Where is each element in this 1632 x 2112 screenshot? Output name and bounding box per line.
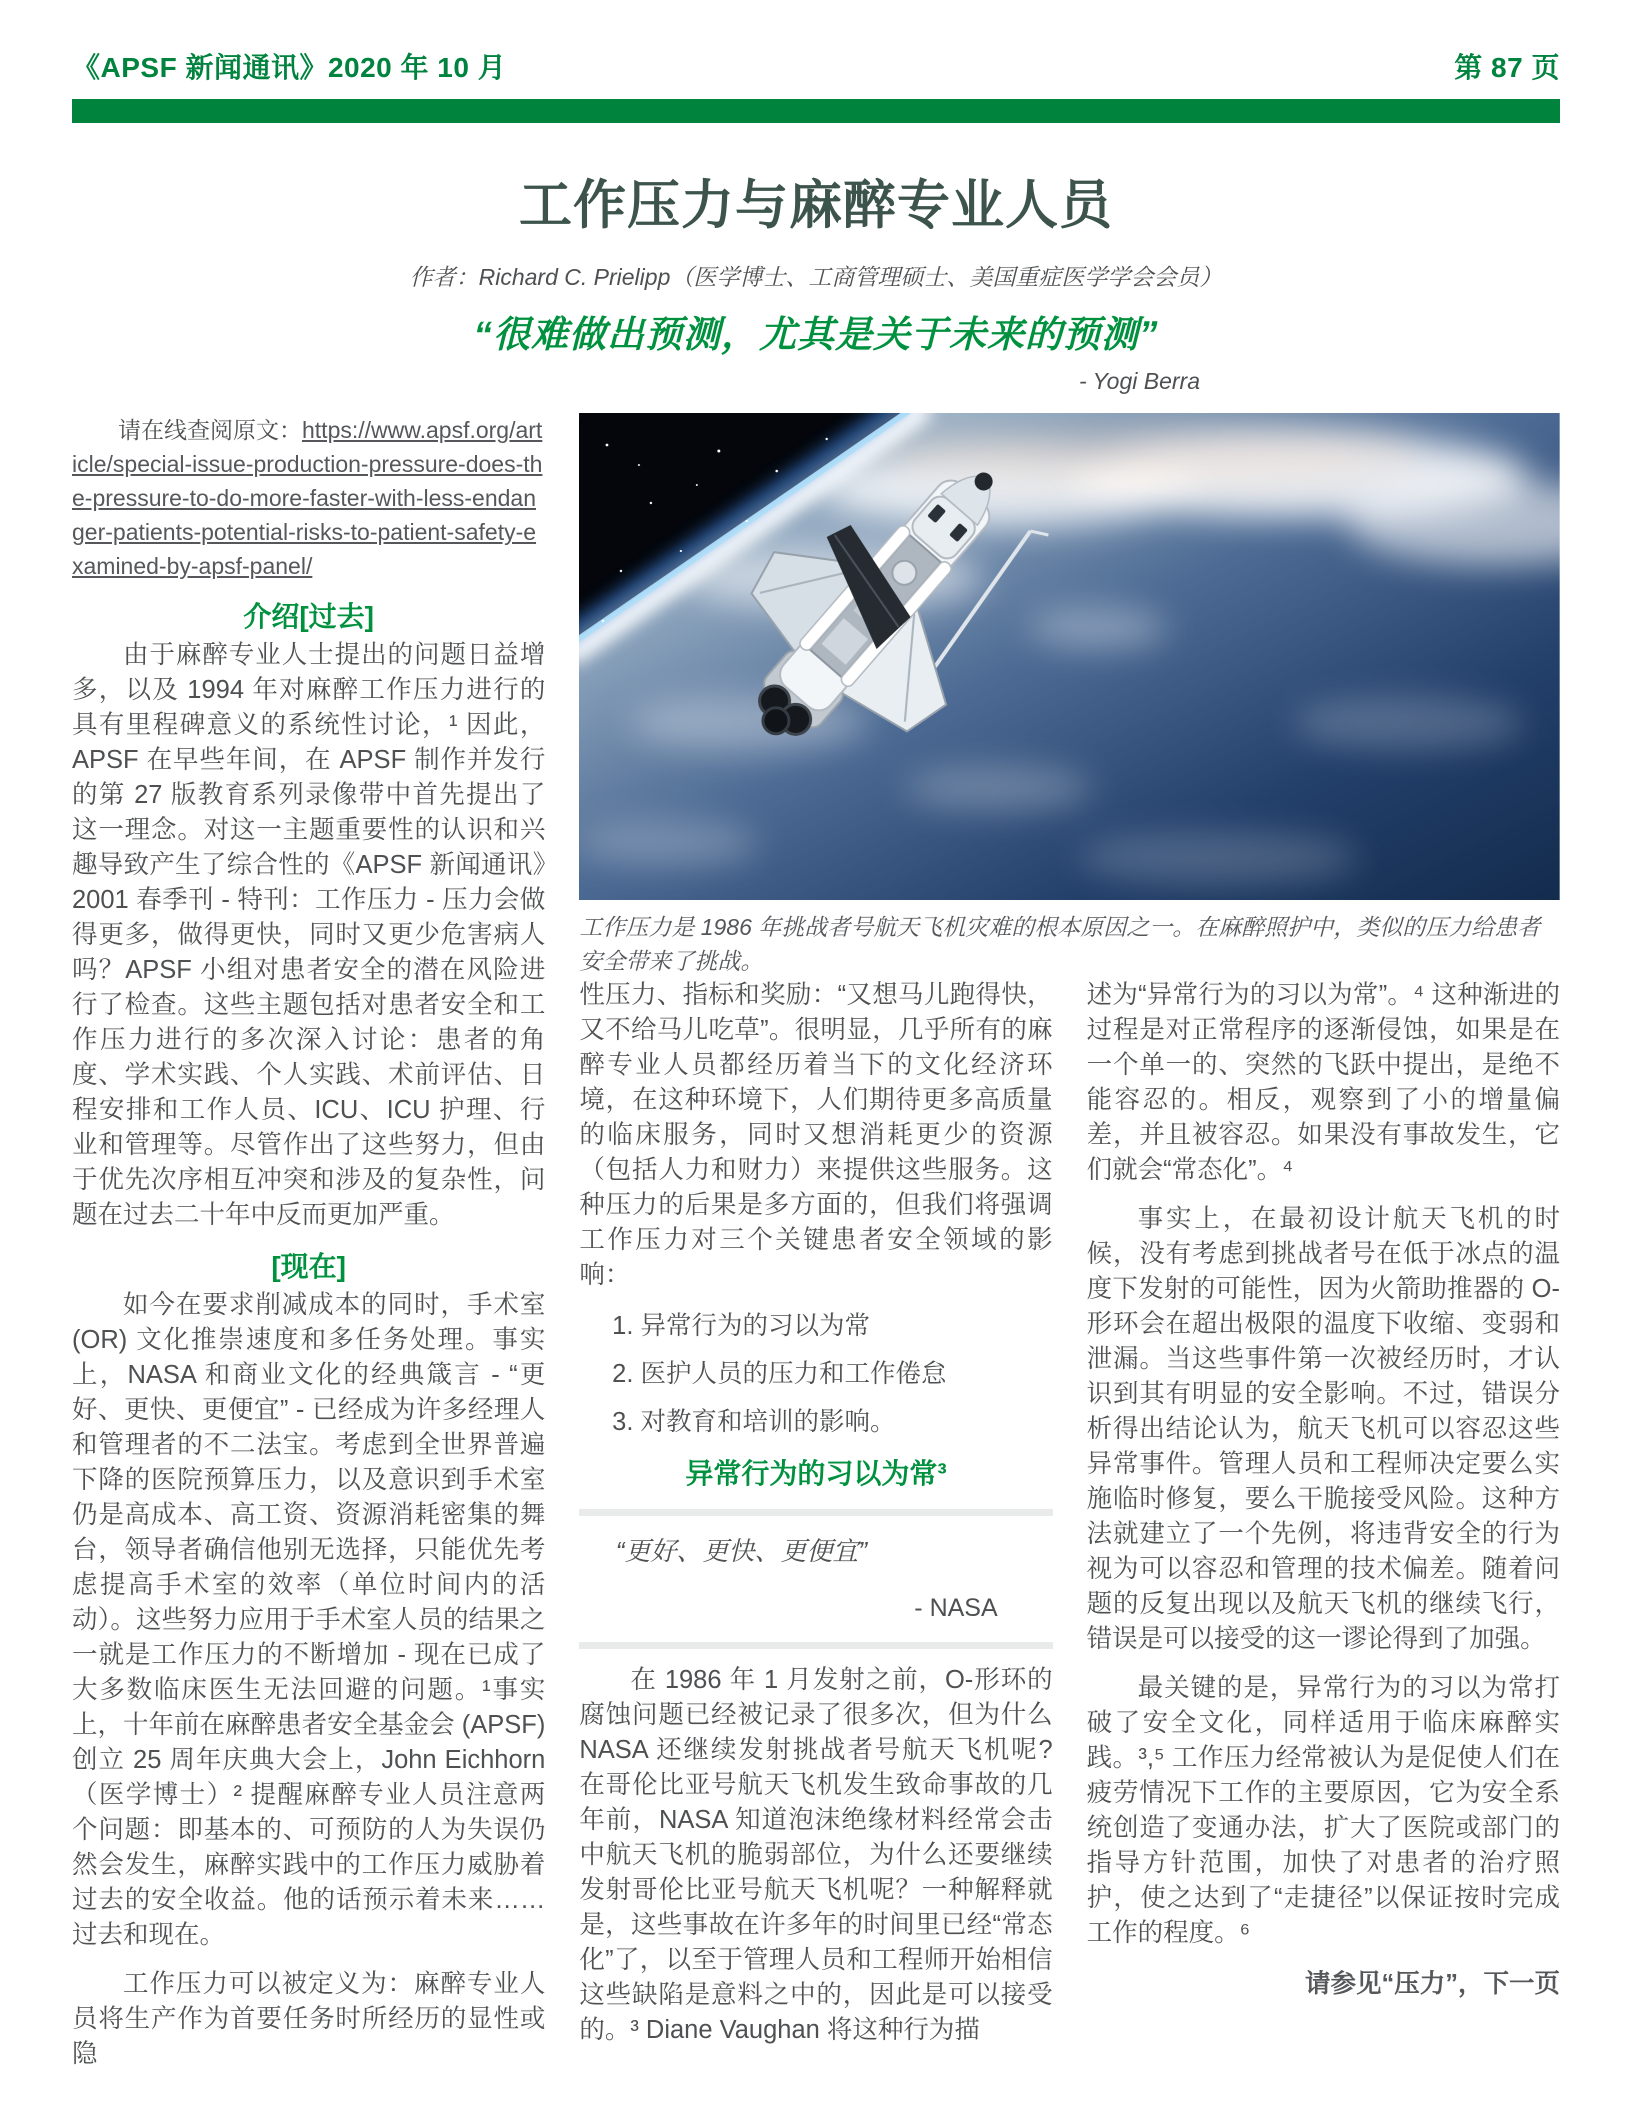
list-item: 1. 异常行为的习以为常 <box>641 1309 1053 1344</box>
section-heading-normalization: 异常行为的习以为常³ <box>685 1458 947 1489</box>
section-heading-intro-past: 介绍[过去] <box>243 601 374 632</box>
paragraph: 述为“异常行为的习以为常”。⁴ 这种渐进的过程是对正常程序的逐渐侵蚀，如果是在一个单一的、突然的飞跃中提出，是绝不能容忍的。相反，观察到了小的增量偏差，并且被容忍。如果没有事故发生，它们就会“常态化”。⁴ <box>1086 981 1560 1184</box>
newsletter-issue-label: 《APSF 新闻通讯》2020 年 10 月 <box>72 52 507 83</box>
paragraph: 性压力、指标和奖励：“又想马儿跑得快，又不给马儿吃草”。很明显，几乎所有的麻醉专业人员都经历着当下的文化经济环境，在这种环境下，人们期待更多高质量的临床服务，同时又想消耗更少的资源（包括人力和财力）来提供这些服务。这种压力的后果是多方面的，但我们将强调工作压力对三个关键患者安全领域的影响： <box>579 981 1053 1289</box>
space-shuttle-image <box>579 413 1560 900</box>
paragraph: 在 1986 年 1 月发射之前，O-形环的腐蚀问题已经被记录了很多次，但为什么 NASA 还继续发射挑战者号航天飞机呢? 在哥伦比亚号航天飞机发生致命事故的几年前，NASA 知道泡沫绝缘材料经常会击中航天飞机的脆弱部位，为什么还要继续发射哥伦比亚号航天飞机呢？一种解释就是，这些事故在许多年的时间里已经“常态化”了，以至于管理人员和工程师开始相信这些缺陷是意料之中的，因此是可以接受的。³ Diane Vaughan 将这种行为描 <box>579 1666 1053 2044</box>
list-item: 2. 医护人员的压力和工作倦怠 <box>641 1357 1053 1392</box>
paragraph: 工作压力可以被定义为：麻醉专业人员将生产作为首要任务时所经历的显性或隐 <box>72 1970 546 2068</box>
header-rule-bar <box>72 99 1560 123</box>
article-byline: 作者：Richard C. Prielipp（医学博士、工商管理硕士、美国重症医学学会会员） <box>409 264 1223 290</box>
impact-list <box>579 1309 1052 1440</box>
left-column <box>72 413 545 2072</box>
nasa-pull-quote-block <box>579 1509 1052 1649</box>
article-header <box>72 163 1560 395</box>
paragraph: 如今在要求削减成本的同时，手术室 (OR) 文化推崇速度和多任务处理。事实上，NASA 和商业文化的经典箴言 - “更好、更快、更便宜” - 已经成为许多经理人和管理者的不二法宝。考虑到全世界普遍下降的医院预算压力，以及意识到手术室仍是高成本、高工资、资源消耗密集的舞台，领导者确信他别无选择，只能优先考虑提高手术室的效率（单位时间内的活动）。这些努力应用于手术室人员的结果之一就是工作压力的不断增加 - 现在已成了大多数临床医生无法回避的问题。¹事实上，十年前在麻醉患者安全基金会 (APSF) 创立 25 周年庆典大会上，John Eichhorn（医学博士）² 提醒麻醉专业人员注意两个问题：即基本的、可预防的人为失误仍然会发生，麻醉实践中的工作压力威胁着过去的安全收益。他的话预示着未来……过去和现在。 <box>72 1291 546 1949</box>
continuation-notice: 请参见“压力”，下一页 <box>1304 1970 1560 1998</box>
source-link-label: 请在线查阅原文： <box>118 417 302 443</box>
page-header <box>72 46 1560 86</box>
article-body <box>72 413 1560 2072</box>
epigraph-attribution: - Yogi Berra <box>1078 368 1200 394</box>
epigraph-quote: “很难做出预测，尤其是关于未来的预测” <box>473 314 1159 355</box>
right-column <box>1087 978 1560 2072</box>
middle-column <box>579 978 1052 2072</box>
article-title: 工作压力与麻醉专业人员 <box>519 176 1113 235</box>
list-item: 3. 对教育和培训的影响。 <box>641 1405 1053 1440</box>
pull-quote-attribution: - NASA <box>914 1594 998 1622</box>
section-heading-present: [现在] <box>271 1251 346 1282</box>
page-number: 第 87 页 <box>1454 52 1560 83</box>
figure-caption: 工作压力是 1986 年挑战者号航天飞机灾难的根本原因之一。在麻醉照护中，类似的压力给患者安全带来了挑战。 <box>579 914 1541 974</box>
pull-quote-text: “更好、更快、更便宜” <box>615 1536 868 1566</box>
source-article-link[interactable]: https://www.apsf.org/article/special-issue-production-pressure-does-the-pressure-to-do-more-faster-with-less-endanger-patients-potential-risks-to-patient-safety-examined-by-apsf-panel/ <box>72 417 543 579</box>
source-link-paragraph <box>72 413 545 583</box>
paragraph: 最关键的是，异常行为的习以为常打破了安全文化，同样适用于临床麻醉实践。³,⁵ 工作压力经常被认为是促使人们在疲劳情况下工作的主要原因，它为安全系统创造了变通办法，扩大了医院或部门的指导方针范围，加快了对患者的治疗照护，使之达到了“走捷径”以保证按时完成工作的程度。⁶ <box>1086 1674 1560 1947</box>
shuttle-figure-block <box>579 413 1560 978</box>
paragraph: 由于麻醉专业人士提出的问题日益增多，以及 1994 年对麻醉工作压力进行的具有里程碑意义的系统性讨论，¹ 因此，APSF 在早些年间，在 APSF 制作并发行的第 27 版教育系列录像带中首先提出了这一理念。对这一主题重要性的认识和兴趣导致产生了综合性的《APSF 新闻通讯》2001 春季刊 - 特刊：工作压力 - 压力会做得更多，做得更快，同时又更少危害病人吗？APSF 小组对患者安全的潜在风险进行了检查。这些主题包括对患者安全和工作压力进行的多次深入讨论：患者的角度、学术实践、个人实践、术前评估、日程安排和工作人员、ICU、ICU 护理、行业和管理等。尽管作出了这些努力，但由于优先次序相互冲突和涉及的复杂性，问题在过去二十年中反而更加严重。 <box>72 641 546 1229</box>
paragraph: 事实上，在最初设计航天飞机的时候，没有考虑到挑战者号在低于冰点的温度下发射的可能性，因为火箭助推器的 O-形环会在超出极限的温度下收缩、变弱和泄漏。当这些事件第一次被经历时，才认识到其有明显的安全影响。不过，错误分析得出结论认为，航天飞机可以容忍这些异常事件。管理人员和工程师决定要么实施临时修复，要么干脆接受风险。这种方法就建立了一个先例，将违背安全的行为视为可以容忍和管理的技术偏差。随着问题的反复出现以及航天飞机的继续飞行，错误是可以接受的这一谬论得到了加强。 <box>1086 1205 1560 1653</box>
